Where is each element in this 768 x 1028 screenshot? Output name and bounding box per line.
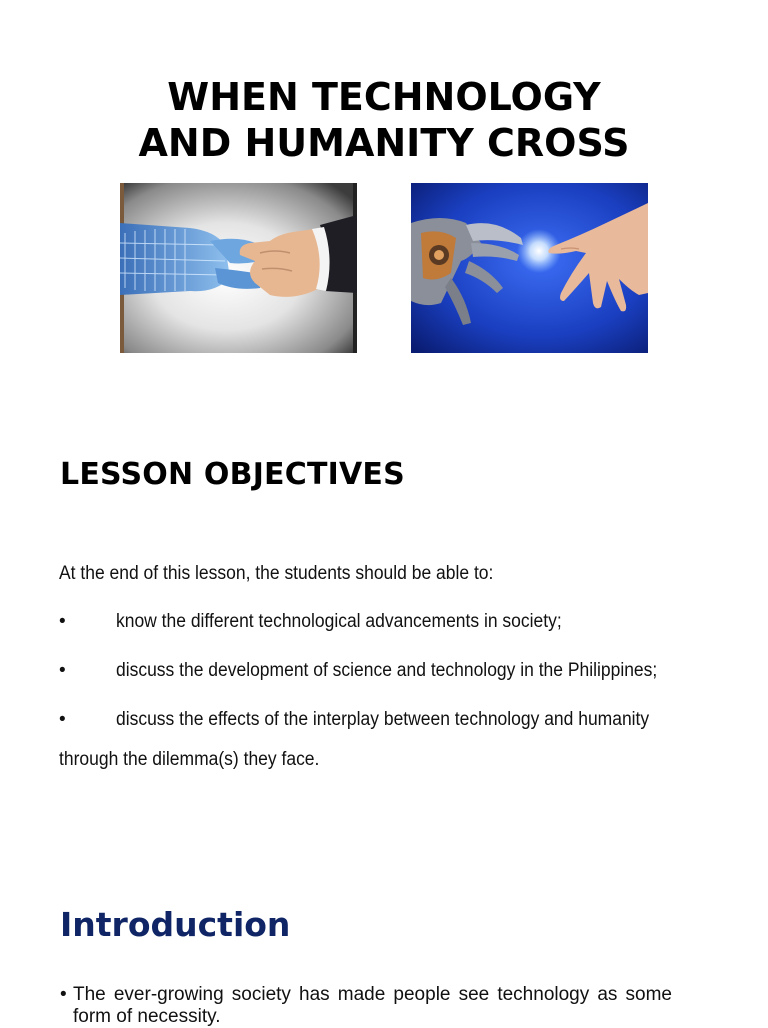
bullet-1: • — [59, 611, 66, 632]
intro-bullet: • — [60, 984, 67, 1005]
objective-item-1: know the different technological advancements in society; — [116, 611, 562, 632]
title-line-1: WHEN TECHNOLOGY — [167, 75, 601, 119]
title-line-2: AND HUMANITY CROSS — [138, 121, 630, 165]
objective-continuation: through the dilemma(s) they face. — [59, 749, 320, 770]
handshake-image — [120, 183, 357, 353]
introduction-heading: Introduction — [60, 905, 291, 944]
objectives-intro: At the end of this lesson, the students should be able to: — [59, 563, 494, 584]
bullet-2: • — [59, 660, 66, 681]
objectives-heading: LESSON OBJECTIVES — [60, 457, 405, 492]
robot-human-touch-image — [411, 183, 648, 353]
page-title — [0, 74, 768, 166]
objective-item-3: discuss the effects of the interplay between technology and humanity — [116, 709, 650, 730]
bullet-3: • — [59, 709, 66, 730]
objective-item-2: discuss the development of science and technology in the Philippines; — [116, 660, 658, 681]
intro-text: The ever-growing society has made people see technology as some form of necessity. — [73, 984, 672, 1027]
intro-list-item — [60, 984, 672, 1028]
